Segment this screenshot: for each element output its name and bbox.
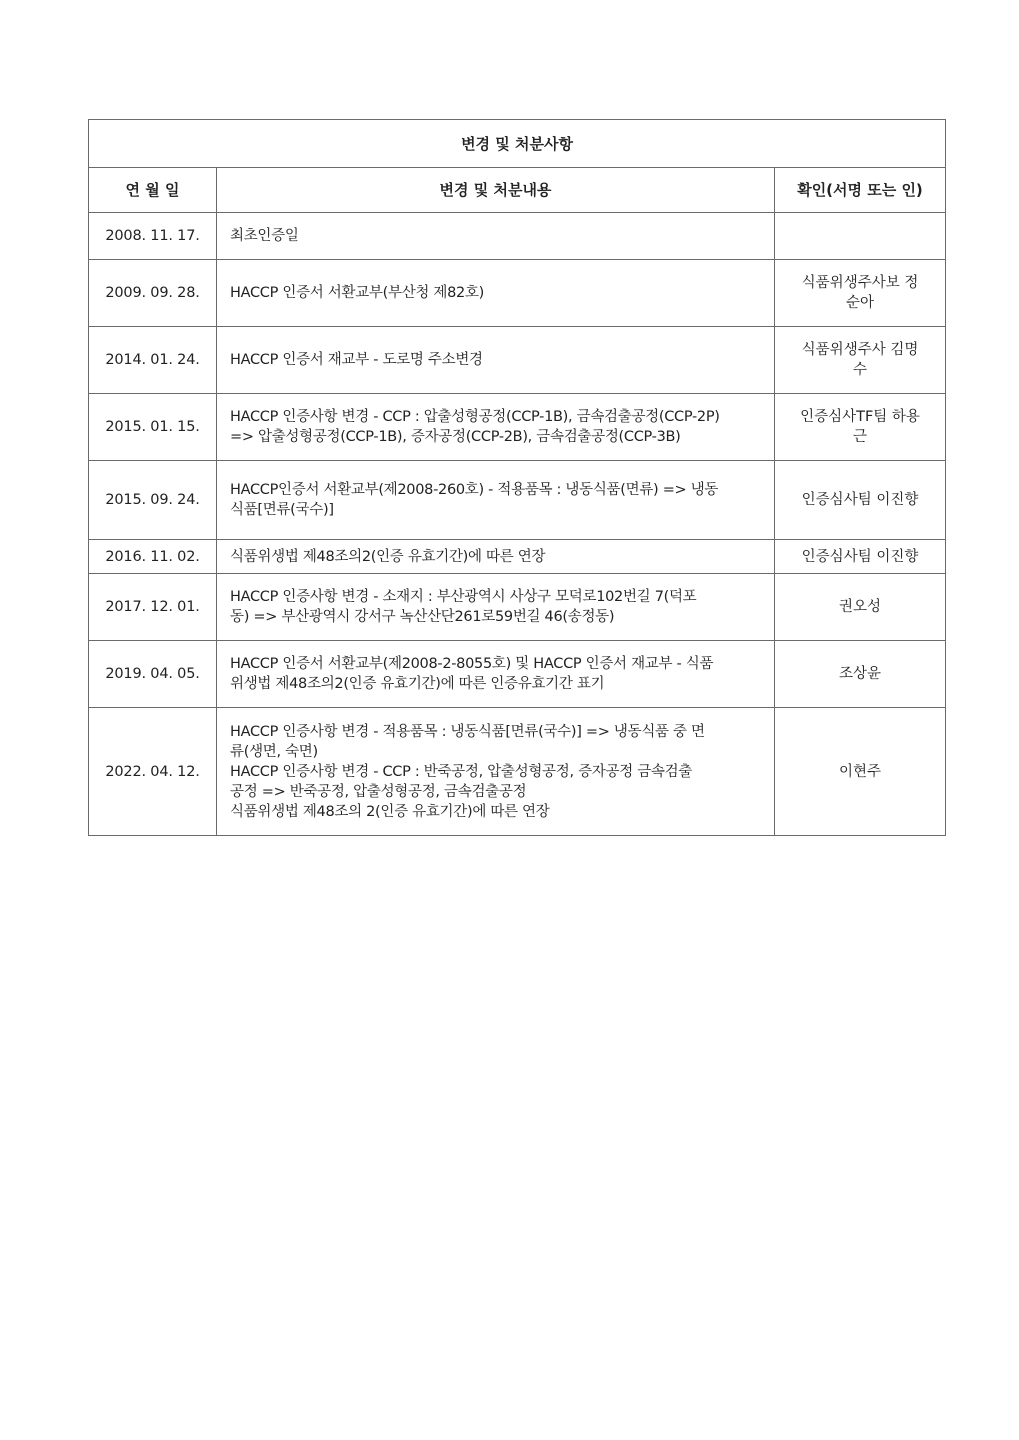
content-line: 동) => 부산광역시 강서구 녹산산단261로59번길 46(송정동) xyxy=(230,609,615,625)
date-cell: 2014. 01. 24. xyxy=(89,327,217,394)
table-row xyxy=(89,327,946,394)
content-line: HACCP 인증사항 변경 - CCP : 압출성형공정(CCP-1B), 금속검출공정(CCP-2P) xyxy=(230,409,720,425)
confirm-line: 이현주 xyxy=(838,763,882,780)
confirm-line: 식품위생주사 김명 xyxy=(801,342,919,358)
date-cell: 2019. 04. 05. xyxy=(89,641,217,708)
confirm-line: 식품위생주사보 정 xyxy=(801,275,919,291)
content-cell xyxy=(217,461,775,540)
header-confirm: 확인(서명 또는 인) xyxy=(775,168,946,213)
confirm-cell xyxy=(775,574,946,641)
content-cell xyxy=(217,708,775,836)
content-line: 최초인증일 xyxy=(230,228,299,244)
table-row xyxy=(89,641,946,708)
confirm-cell xyxy=(775,461,946,540)
table-body xyxy=(89,120,946,836)
content-cell xyxy=(217,394,775,461)
content-cell xyxy=(217,641,775,708)
date-cell: 2017. 12. 01. xyxy=(89,574,217,641)
content-line: HACCP 인증사항 변경 - CCP : 반죽공정, 압출성형공정, 증자공정 금속검출 xyxy=(230,763,693,780)
table-row xyxy=(89,574,946,641)
table-row xyxy=(89,260,946,327)
table-row xyxy=(89,394,946,461)
content-line: HACCP 인증사항 변경 - 소재지 : 부산광역시 사상구 모덕로102번길 7(덕포 xyxy=(230,589,697,605)
confirm-cell xyxy=(775,641,946,708)
confirm-line: 근 xyxy=(853,429,868,445)
table-row xyxy=(89,213,946,260)
content-line: 식품위생법 제48조의 2(인증 유효기간)에 따른 연장 xyxy=(230,803,550,820)
confirm-line: 인증심사TF팀 하용 xyxy=(800,409,920,425)
content-line: HACCP 인증서 서환교부(제2008-2-8055호) 및 HACCP 인증서 재교부 - 식품 xyxy=(230,656,714,672)
confirm-line: 인증심사팀 이진향 xyxy=(801,548,919,565)
content-line: 식품위생법 제48조의2(인증 유효기간)에 따른 연장 xyxy=(230,548,546,565)
content-cell xyxy=(217,213,775,260)
confirm-cell xyxy=(775,708,946,836)
content-line: HACCP 인증사항 변경 - 적용품목 : 냉동식품[면류(국수)] => 냉동식품 중 면 xyxy=(230,723,705,740)
content-line: 공정 => 반죽공정, 압출성형공정, 금속검출공정 xyxy=(230,783,527,800)
content-line: 위생법 제48조의2(인증 유효기간)에 따른 인증유효기간 표기 xyxy=(230,676,605,692)
content-line: HACCP 인증서 서환교부(부산청 제82호) xyxy=(230,285,485,301)
confirm-line: 순아 xyxy=(846,295,875,311)
confirm-cell xyxy=(775,213,946,260)
content-cell xyxy=(217,540,775,574)
date-cell: 2022. 04. 12. xyxy=(89,708,217,836)
confirm-line: 조상윤 xyxy=(838,666,882,682)
date-cell: 2015. 01. 15. xyxy=(89,394,217,461)
confirm-cell xyxy=(775,394,946,461)
confirm-line: 권오성 xyxy=(838,599,882,615)
confirm-cell xyxy=(775,540,946,574)
date-cell: 2015. 09. 24. xyxy=(89,461,217,540)
content-cell xyxy=(217,574,775,641)
content-line: HACCP인증서 서환교부(제2008-260호) - 적용품목 : 냉동식품(면류) => 냉동 xyxy=(230,482,719,498)
table-title: 변경 및 처분사항 xyxy=(89,120,946,168)
date-cell: 2016. 11. 02. xyxy=(89,540,217,574)
table-row xyxy=(89,708,946,836)
content-line: => 압출성형공정(CCP-1B), 증자공정(CCP-2B), 금속검출공정(CCP-3B) xyxy=(230,429,681,445)
date-cell: 2009. 09. 28. xyxy=(89,260,217,327)
change-history-table xyxy=(88,119,946,836)
table-row xyxy=(89,461,946,540)
header-row xyxy=(89,168,946,213)
table-row xyxy=(89,540,946,574)
content-line: 류(생면, 숙면) xyxy=(230,743,318,760)
confirm-cell xyxy=(775,260,946,327)
content-cell xyxy=(217,260,775,327)
header-date: 연 월 일 xyxy=(89,168,217,213)
content-line: HACCP 인증서 재교부 - 도로명 주소변경 xyxy=(230,352,483,368)
confirm-line: 수 xyxy=(853,362,868,378)
content-cell xyxy=(217,327,775,394)
confirm-cell xyxy=(775,327,946,394)
confirm-line: 인증심사팀 이진향 xyxy=(801,492,919,508)
title-row xyxy=(89,120,946,168)
date-cell: 2008. 11. 17. xyxy=(89,213,217,260)
content-line: 식품[면류(국수)] xyxy=(230,502,334,518)
header-content: 변경 및 처분내용 xyxy=(217,168,775,213)
